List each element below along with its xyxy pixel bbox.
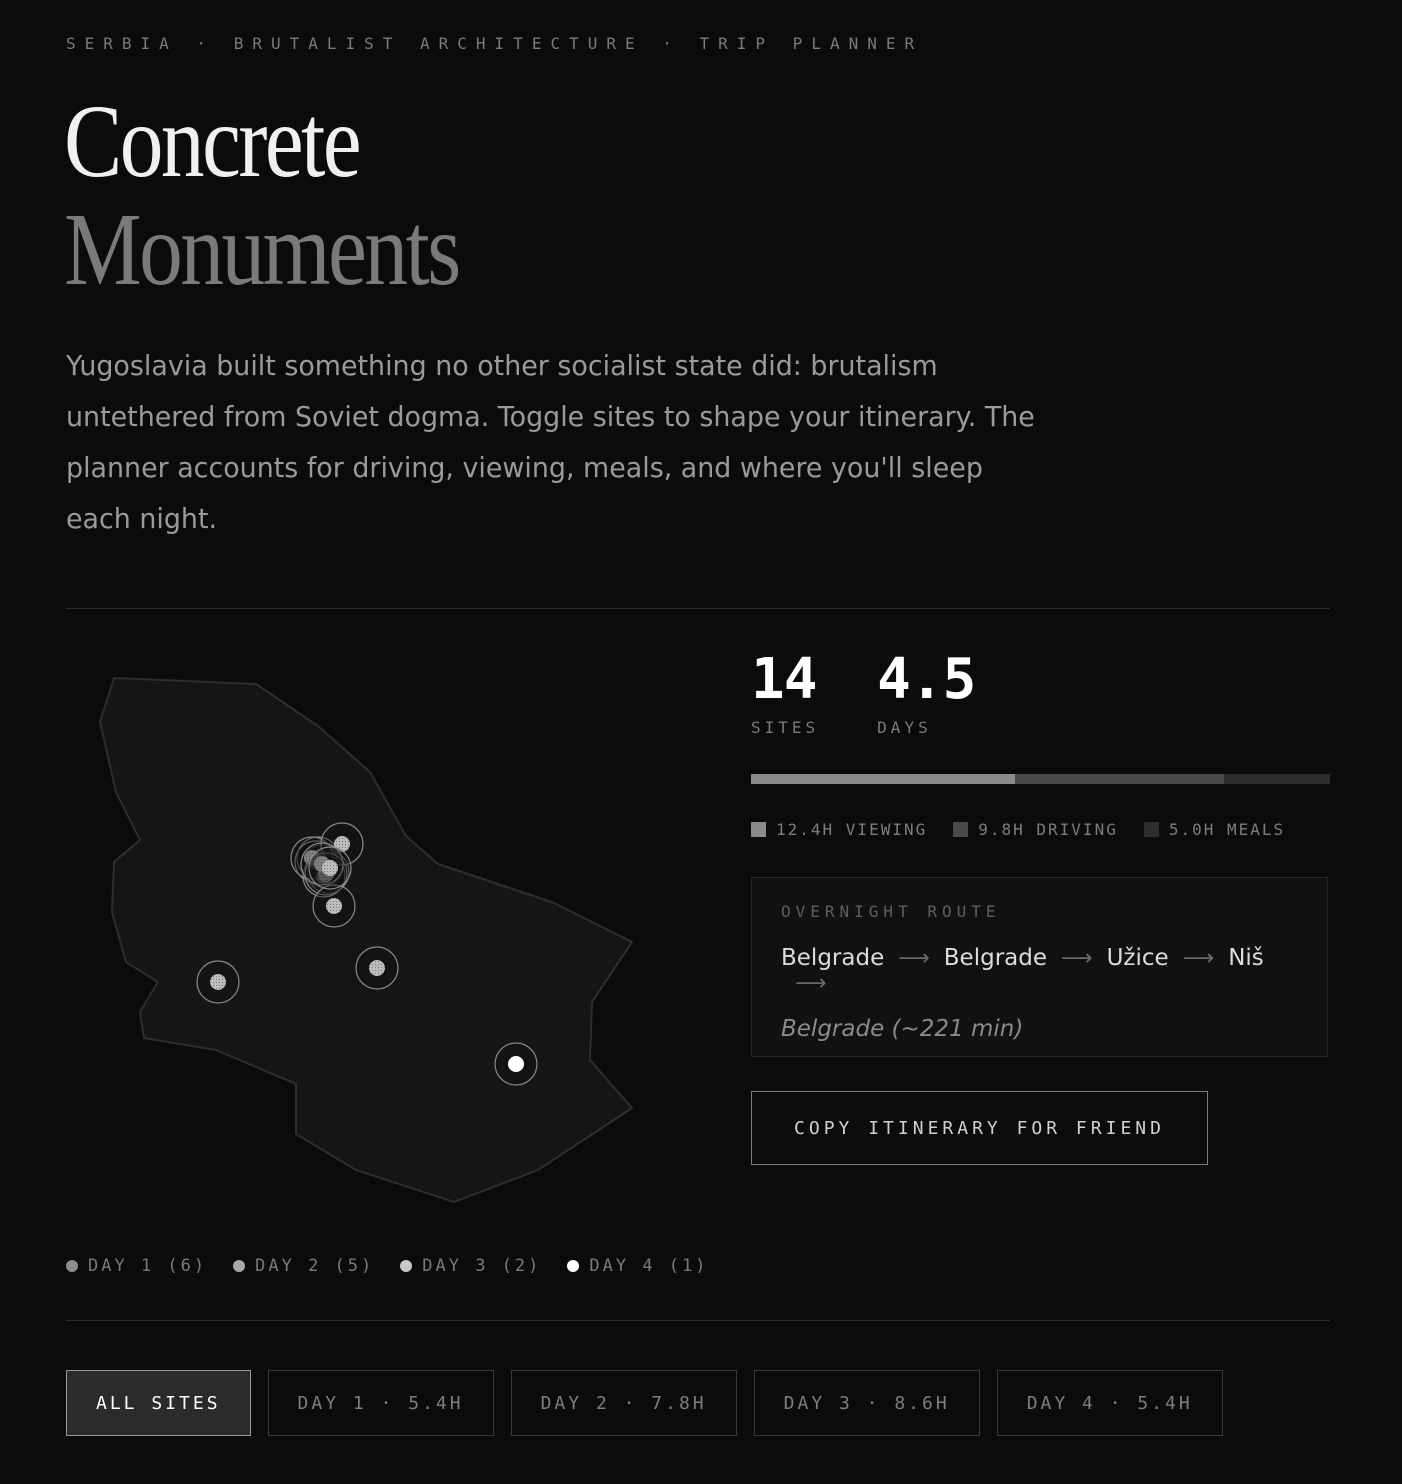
arrow-right-icon: ⟶ — [1061, 945, 1093, 971]
time-breakdown-bar — [751, 774, 1330, 784]
serbia-outline — [100, 678, 632, 1202]
viewing-label: 12.4H VIEWING — [776, 820, 928, 839]
route-stop: Niš — [1228, 945, 1264, 971]
day-legend-label: DAY 4 (1) — [589, 1256, 709, 1276]
copy-itinerary-button[interactable]: COPY ITINERARY FOR FRIEND — [751, 1091, 1208, 1165]
bar-segment-meals — [1224, 774, 1330, 784]
page-title — [64, 84, 459, 307]
filter-day-2[interactable]: DAY 2 · 7.8H — [511, 1370, 737, 1436]
site-marker-icon[interactable] — [322, 860, 338, 876]
site-marker-icon[interactable] — [210, 974, 226, 990]
day-legend-label: DAY 3 (2) — [422, 1256, 542, 1276]
dot-icon — [400, 1260, 412, 1272]
driving-swatch-icon — [953, 822, 968, 837]
stat-sites — [751, 647, 820, 737]
sites-label: SITES — [751, 718, 820, 737]
time-legend — [751, 820, 1285, 839]
divider-top — [66, 608, 1330, 609]
site-marker-icon[interactable] — [369, 960, 385, 976]
route-stop: Užice — [1106, 945, 1169, 971]
route-stops — [781, 945, 1298, 996]
title-line-2: Monuments — [64, 192, 459, 307]
arrow-right-icon: ⟶ — [898, 945, 930, 971]
filter-day-4[interactable]: DAY 4 · 5.4H — [997, 1370, 1223, 1436]
days-label: DAYS — [877, 718, 932, 737]
dot-icon — [567, 1260, 579, 1272]
bar-segment-viewing — [751, 774, 1015, 784]
route-stop: Belgrade — [943, 945, 1048, 971]
title-line-1: Concrete — [64, 84, 360, 199]
route-label: OVERNIGHT ROUTE — [781, 902, 1001, 921]
divider-bottom — [66, 1320, 1330, 1321]
meals-swatch-icon — [1144, 822, 1159, 837]
arrow-right-icon: ⟶ — [795, 971, 827, 996]
filter-day-3[interactable]: DAY 3 · 8.6H — [754, 1370, 980, 1436]
stat-days — [877, 647, 976, 737]
site-marker-icon[interactable] — [326, 898, 342, 914]
dot-icon — [66, 1260, 78, 1272]
day-legend-label: DAY 2 (5) — [255, 1256, 375, 1276]
intro-text: Yugoslavia built something no other socialist state did: brutalism untethered from Soviet dogma. Toggle sites to shape your itinerary. The planner accounts for driving, viewing, meals, and where you'll sleep each night. — [66, 349, 1035, 535]
meals-label: 5.0H MEALS — [1168, 820, 1286, 839]
day-legend-item — [66, 1256, 207, 1276]
arrow-right-icon: ⟶ — [1182, 945, 1215, 971]
day-legend-item — [567, 1256, 708, 1276]
route-stop: Belgrade — [781, 945, 885, 971]
legend-meals — [1144, 820, 1285, 839]
eyebrow-breadcrumb: SERBIA · BRUTALIST ARCHITECTURE · TRIP PLANNER — [66, 34, 924, 53]
filter-day-1[interactable]: DAY 1 · 5.4H — [268, 1370, 494, 1436]
dot-icon — [233, 1260, 245, 1272]
legend-viewing — [751, 820, 927, 839]
days-count: 4.5 — [877, 647, 976, 712]
driving-label: 9.8H DRIVING — [978, 820, 1118, 839]
serbia-map — [66, 640, 666, 1220]
filter-all-sites[interactable]: ALL SITES — [66, 1370, 251, 1436]
viewing-swatch-icon — [751, 822, 766, 837]
bar-segment-driving — [1015, 774, 1224, 784]
route-final-stop: Belgrade (~221 min) — [781, 1016, 1024, 1042]
overnight-route-panel — [751, 877, 1328, 1057]
day-legend — [66, 1256, 709, 1276]
trip-stats — [751, 647, 976, 737]
sites-count: 14 — [751, 647, 817, 712]
day-legend-label: DAY 1 (6) — [88, 1256, 208, 1276]
legend-driving — [953, 820, 1118, 839]
day-legend-item — [400, 1256, 541, 1276]
day-legend-item — [233, 1256, 374, 1276]
day-filter-tabs — [66, 1370, 1223, 1436]
site-marker-icon[interactable] — [508, 1056, 524, 1072]
